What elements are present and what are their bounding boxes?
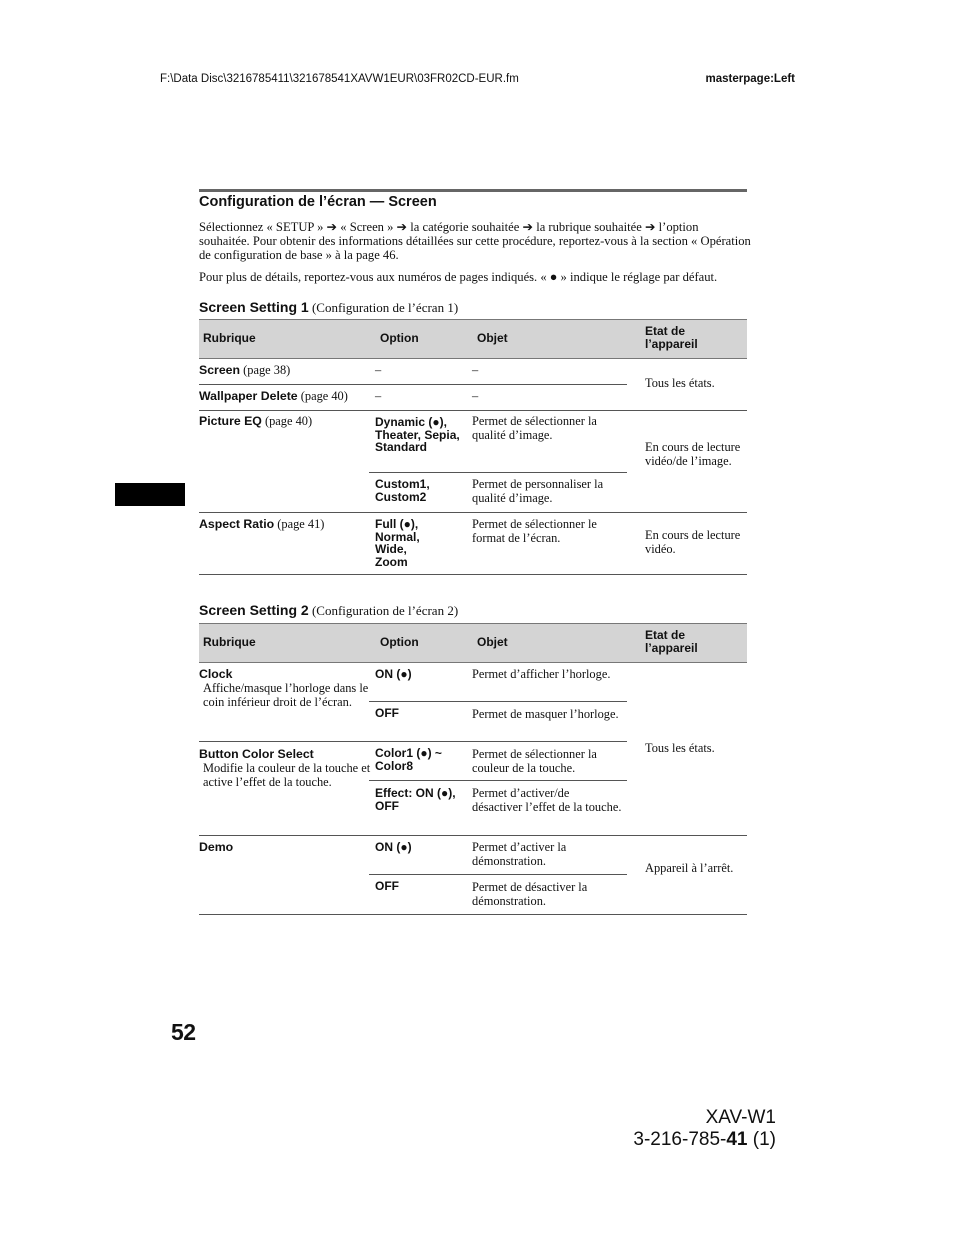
objet-value: Permet d’activer/de désactiver l’effet de la touche.	[472, 786, 622, 814]
option-value: ON (●)	[375, 667, 412, 681]
rubrique-label: Wallpaper Delete	[199, 389, 298, 403]
col-header-objet: Objet	[477, 331, 508, 345]
rubrique-label: Aspect Ratio	[199, 517, 275, 531]
page-ref: (page 40)	[300, 389, 348, 403]
option-value: OFF	[375, 706, 399, 720]
intro-paragraph: Sélectionnez « SETUP » ➔ « Screen » ➔ la catégorie souhaitée ➔ la rubrique souhaitée ➔ l’option souhaitée. Pour obtenir des informations détaillées sur cette procédure, reportez-vous à la section « Opération de configuration de base » à la page 46.	[199, 220, 751, 262]
objet-value: Permet de sélectionner la qualité d’image.	[472, 414, 597, 442]
etat-value: En cours de lecture vidéo.	[645, 528, 741, 556]
part-number	[633, 1129, 776, 1151]
option-value: –	[375, 363, 382, 377]
table-row-button-color-select: Button Color Select	[199, 747, 314, 761]
objet-value: –	[472, 363, 479, 377]
option-value: Dynamic (●), Theater, Sepia, Standard	[375, 415, 460, 454]
page-ref: (page 38)	[243, 363, 291, 377]
rubrique-label: Screen	[199, 363, 241, 377]
table-bottom-rule	[199, 574, 747, 575]
option-value: Full (●), Normal, Wide, Zoom	[375, 517, 420, 569]
objet-value: Permet de désactiver la démonstration.	[472, 880, 588, 908]
rubrique-description: Affiche/masque l’horloge dans le coin inférieur droit de l’écran.	[203, 681, 369, 709]
etat-value: Appareil à l’arrêt.	[645, 861, 734, 875]
table-bottom-rule	[199, 914, 747, 915]
option-value: OFF	[375, 879, 399, 893]
rubrique-label: Picture EQ	[199, 414, 262, 428]
etat-value: En cours de lecture vidéo/de l’image.	[645, 440, 741, 468]
part-number-bold: 41	[726, 1129, 748, 1150]
col-header-objet: Objet	[477, 635, 508, 649]
row-divider	[199, 512, 747, 513]
row-divider	[199, 384, 627, 385]
row-divider	[199, 410, 747, 411]
details-paragraph: Pour plus de détails, reportez-vous aux numéros de pages indiqués. « ● » indique le réglage par défaut.	[199, 270, 718, 284]
part-number-suffix: (1)	[747, 1129, 776, 1150]
col-header-option: Option	[380, 635, 419, 649]
objet-value: Permet de masquer l’horloge.	[472, 707, 619, 721]
table-row-clock: Clock	[199, 667, 233, 681]
table1-title: Screen Setting 1	[199, 299, 309, 315]
page-ref: (page 40)	[264, 414, 313, 428]
table2-heading	[199, 602, 458, 619]
objet-value: Permet de sélectionner le format de l’écran.	[472, 517, 597, 545]
table-row-aspect-ratio	[199, 517, 369, 531]
table1-heading	[199, 299, 458, 316]
model-name: XAV-W1	[705, 1107, 776, 1128]
page-ref: (page 41)	[277, 517, 325, 531]
table1-header-row	[199, 319, 747, 359]
part-number-prefix: 3-216-785-	[633, 1129, 727, 1150]
page-number: 52	[171, 1019, 196, 1045]
objet-value: –	[472, 389, 479, 403]
col-header-rubrique: Rubrique	[203, 635, 256, 649]
row-divider	[369, 780, 627, 781]
table-row-screen	[199, 363, 369, 377]
col-header-etat: Etat de l’appareil	[645, 324, 698, 351]
objet-value: Permet d’afficher l’horloge.	[472, 667, 611, 681]
section-title: Configuration de l’écran — Screen	[199, 194, 437, 210]
etat-value: Tous les états.	[645, 741, 715, 755]
option-value: ON (●)	[375, 840, 412, 854]
objet-value: Permet de personnaliser la qualité d’image.	[472, 477, 604, 505]
row-divider	[199, 835, 747, 836]
row-divider	[199, 741, 627, 742]
row-divider	[369, 701, 627, 702]
table-row-demo: Demo	[199, 840, 234, 854]
table2-header-row	[199, 623, 747, 663]
header-file-path: F:\Data Disc\3216785411\321678541XAVW1EUR\03FR02CD-EUR.fm	[160, 73, 519, 85]
rubrique-description: Modifie la couleur de la touche et active l’effet de la touche.	[203, 761, 371, 789]
section-rule	[199, 189, 747, 192]
table1-subtitle: (Configuration de l’écran 1)	[311, 300, 459, 315]
table2-title: Screen Setting 2	[199, 602, 309, 618]
option-value: –	[375, 389, 382, 403]
row-divider	[369, 874, 627, 875]
col-header-etat: Etat de l’appareil	[645, 628, 698, 655]
col-header-rubrique: Rubrique	[203, 331, 256, 345]
header-masterpage: masterpage:Left	[705, 73, 795, 85]
objet-value: Permet d’activer la démonstration.	[472, 840, 567, 868]
section-side-tab	[115, 483, 185, 506]
etat-value: Tous les états.	[645, 376, 715, 390]
table2-subtitle: (Configuration de l’écran 2)	[311, 603, 459, 618]
table-row-picture-eq	[199, 414, 369, 428]
col-header-option: Option	[380, 331, 419, 345]
table-row-wallpaper-delete	[199, 389, 374, 403]
row-divider	[369, 472, 627, 473]
option-value: Effect: ON (●), OFF	[375, 786, 456, 813]
option-value: Custom1, Custom2	[375, 477, 430, 504]
objet-value: Permet de sélectionner la couleur de la touche.	[472, 747, 597, 775]
option-value: Color1 (●) ~ Color8	[375, 746, 442, 773]
